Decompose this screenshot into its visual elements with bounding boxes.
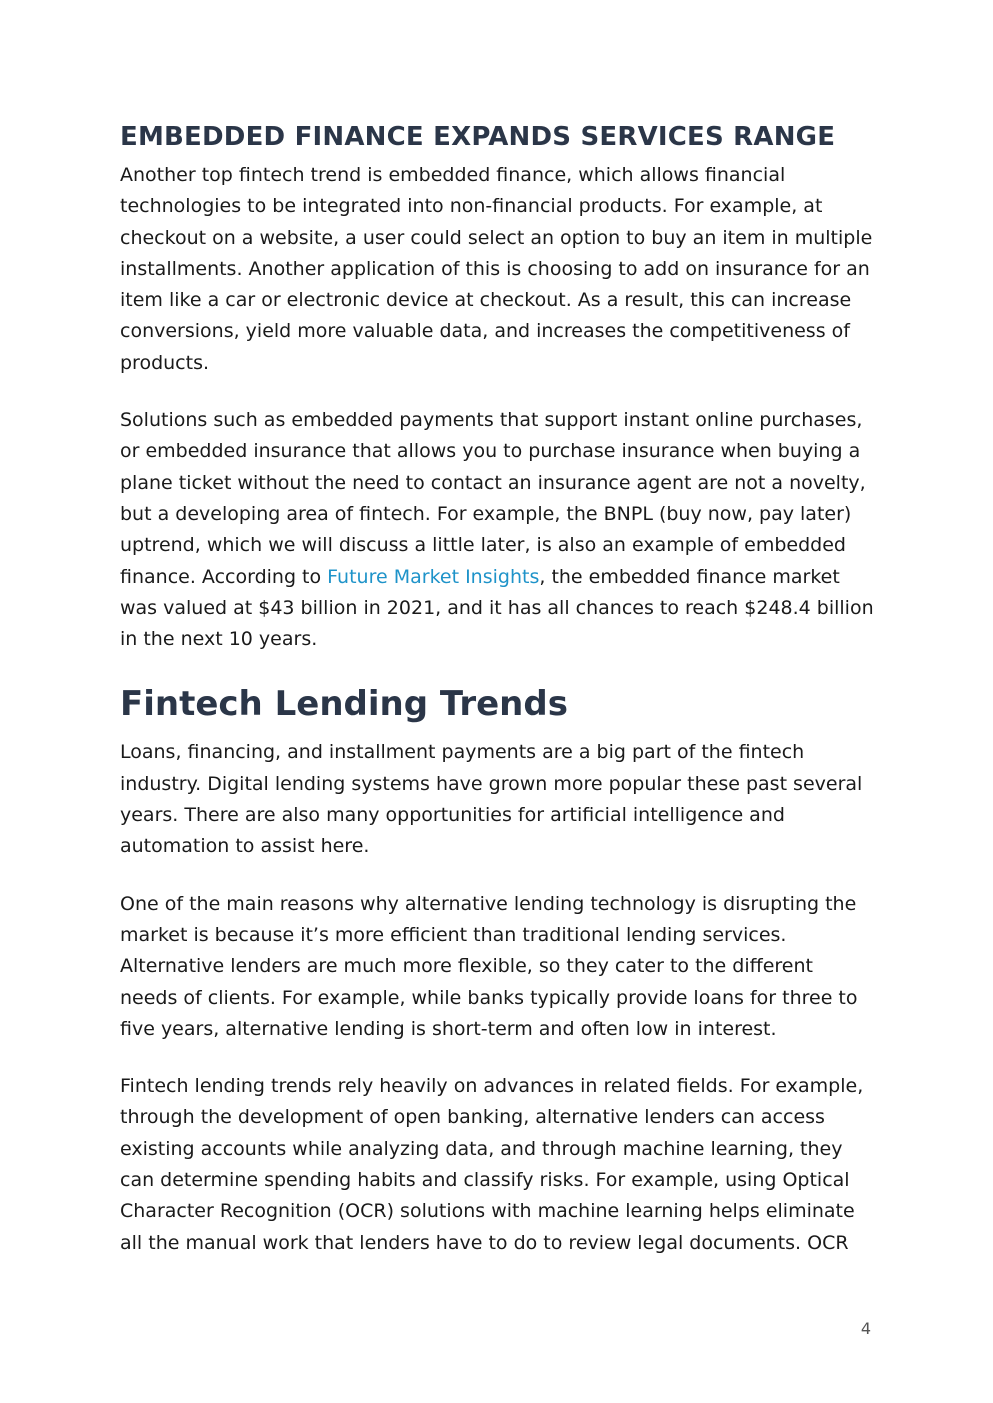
future-market-insights-link[interactable]: Future Market Insights <box>327 565 540 588</box>
section-heading-fintech-lending: Fintech Lending Trends <box>120 684 568 725</box>
section-heading-embedded-finance: EMBEDDED FINANCE EXPANDS SERVICES RANGE <box>120 122 836 152</box>
paragraph-lending-intro: Loans, financing, and installment payments are a big part of the fintech industry. Digital lending systems have grown more popular these past several years. There are also many opportunities for artificial intelligence and automation to assist here. <box>120 741 863 858</box>
paragraph-text: , the embedded finance market was valued at $43 billion in 2021, and it has all chances to reach $248.4 billion in the next 10 years. <box>120 565 874 651</box>
document-page <box>120 120 875 1259</box>
paragraph-embedded-finance-market <box>120 405 875 655</box>
page-number: 4 <box>860 1319 871 1338</box>
paragraph-text: Solutions such as embedded payments that support instant online purchases, or embedded insurance that allows you to purchase insurance when buying a plane ticket without the need to contact an insurance agent are not a novelty, but a developing area of fintech. For example, the BNPL (buy now, pay later) uptrend, which we will discuss a little later, is also an example of embedded finance. According to <box>120 409 866 588</box>
paragraph-embedded-finance-intro: Another top fintech trend is embedded finance, which allows financial technologies to be integrated into non-financial products. For example, at checkout on a website, a user could select an option to buy an item in multiple installments. Another application of this is choosing to add on insurance for an item like a car or electronic device at checkout. As a result, this can increase conversions, yield more valuable data, and increases the competitiveness of products. <box>120 164 873 374</box>
paragraph-alternative-lending: One of the main reasons why alternative lending technology is disrupting the market is because it’s more efficient than traditional lending services. Alternative lenders are much more flexible, so they cater to the different needs of clients. For example, while banks typically provide loans for three to five years, alternative lending is short-term and often low in interest. <box>120 892 858 1040</box>
paragraph-lending-advances: Fintech lending trends rely heavily on advances in related fields. For example, through the development of open banking, alternative lenders can access existing accounts while analyzing data, and through machine learning, they can determine spending habits and classify risks. For example, using Optical Character Recognition (OCR) solutions with machine learning helps eliminate all the manual work that lenders have to do to review legal documents. OCR <box>120 1075 864 1254</box>
